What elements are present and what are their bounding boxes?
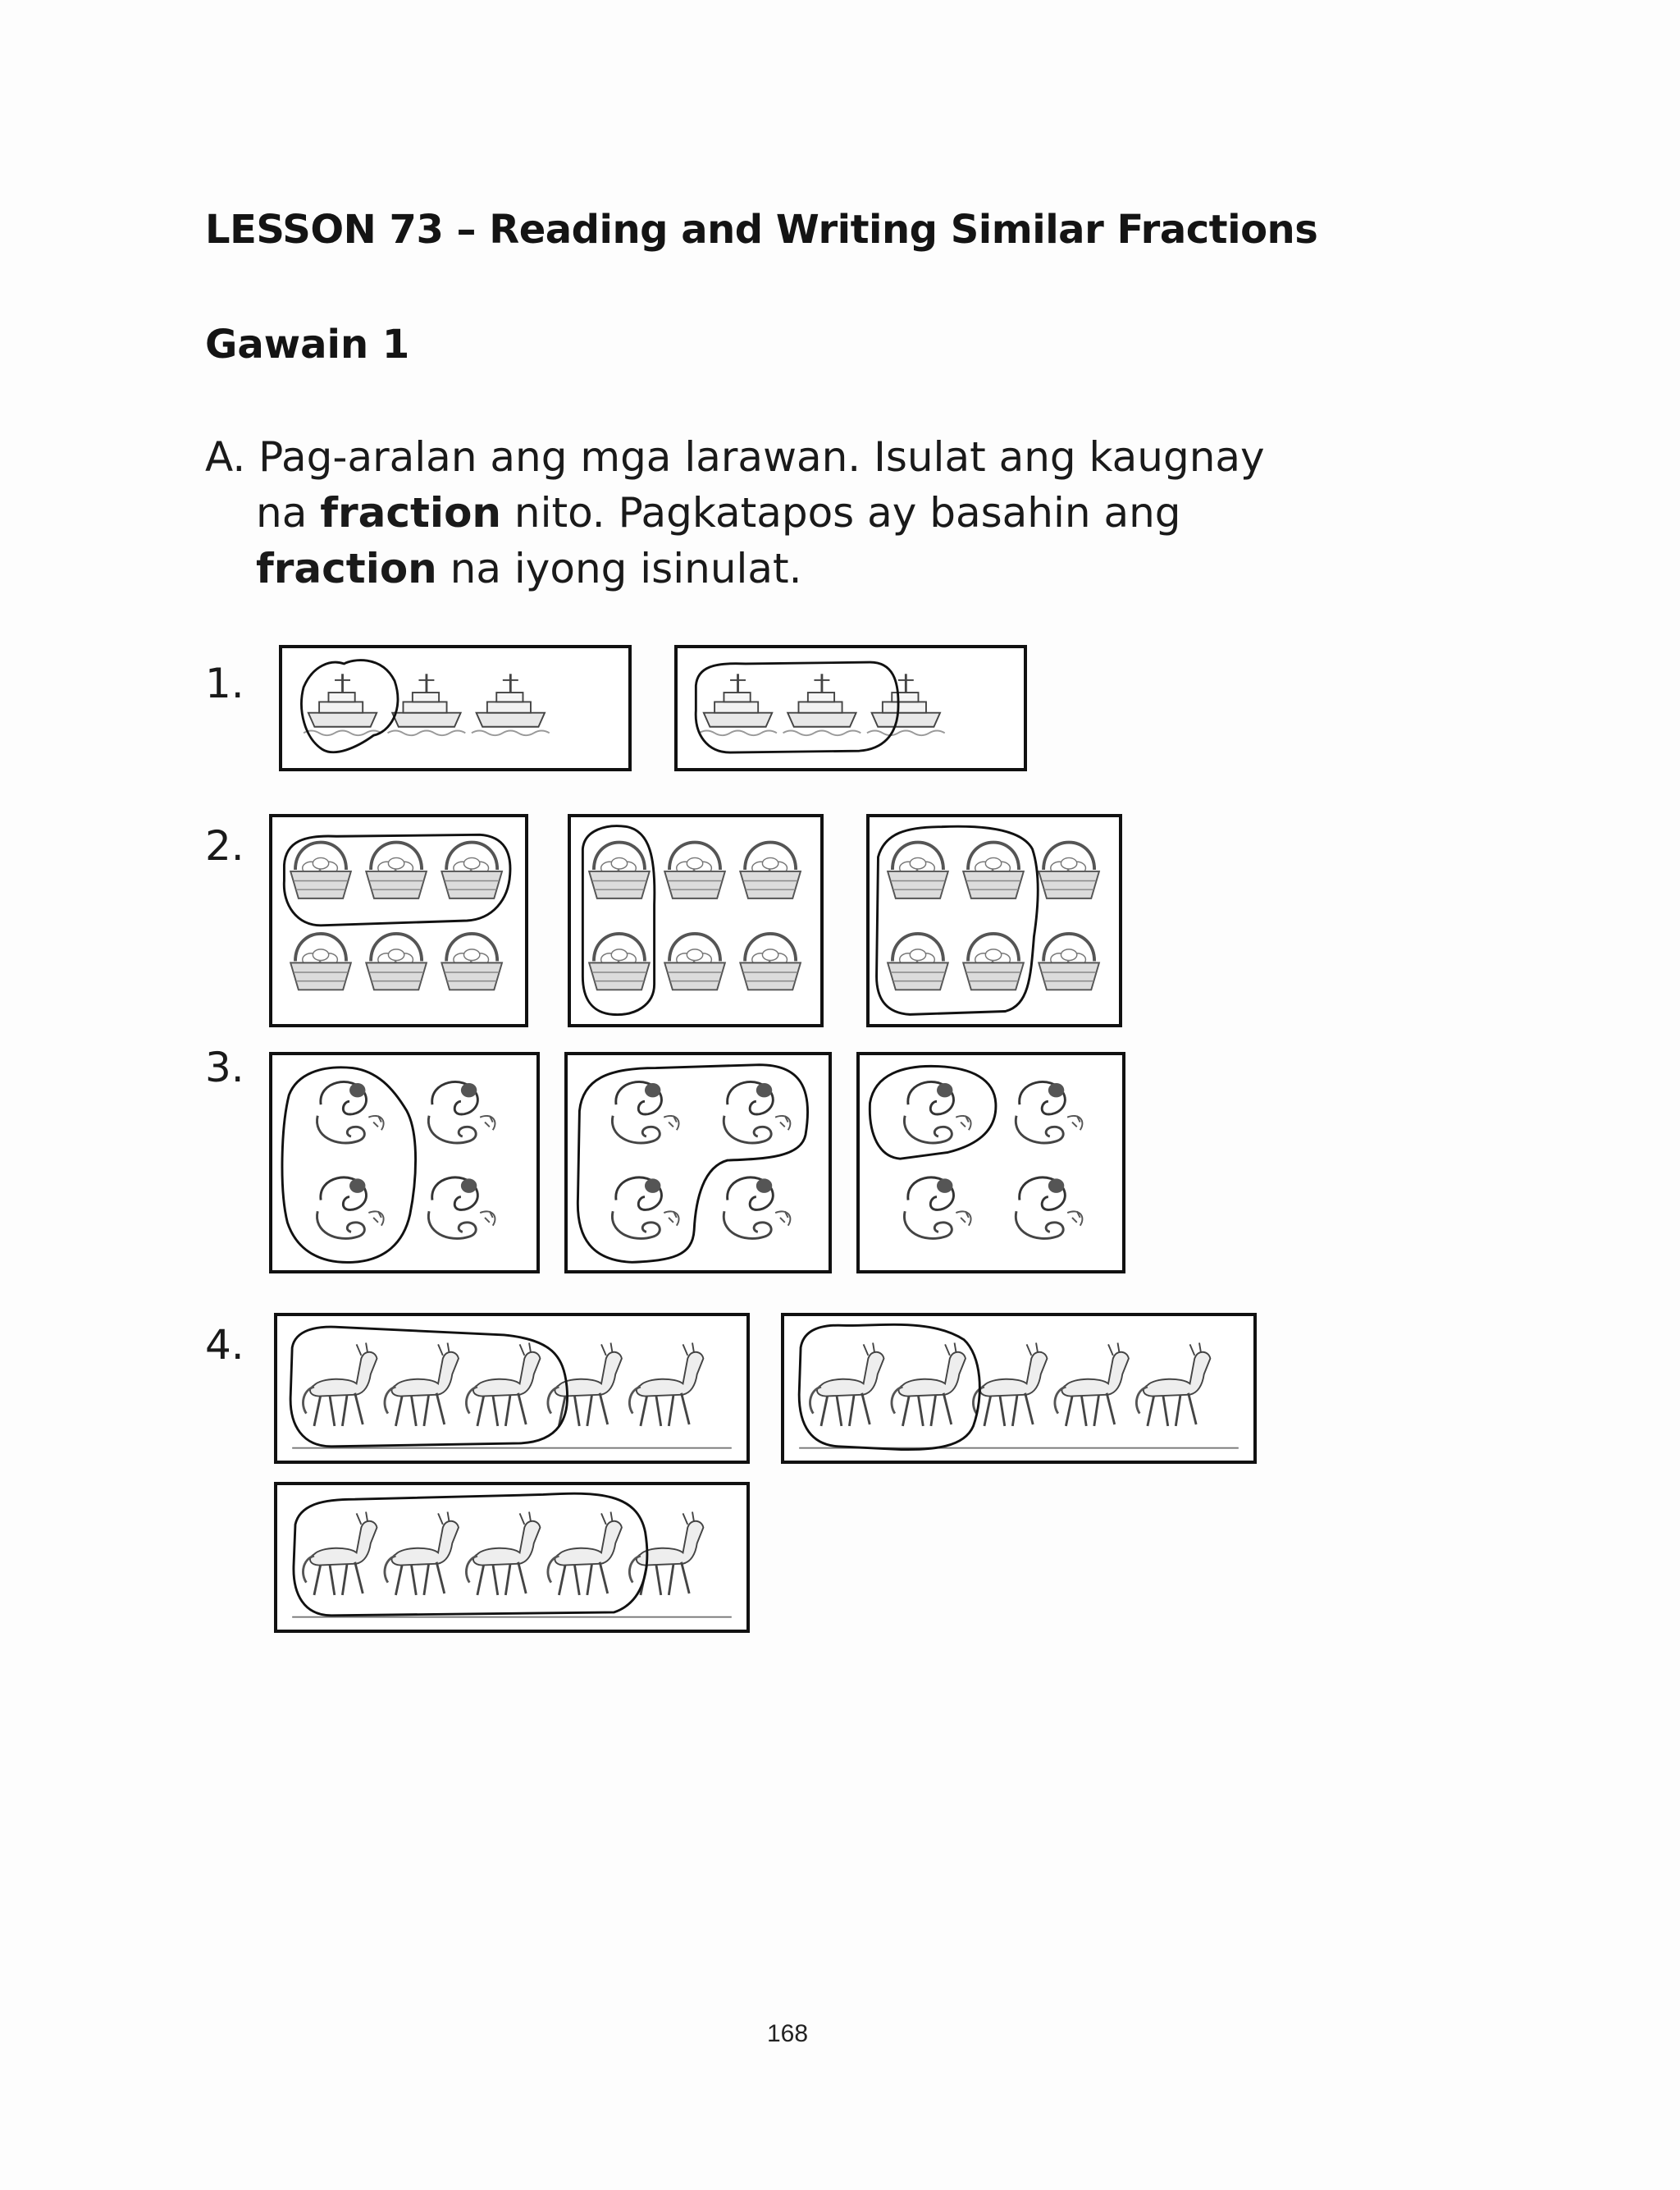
basket-icon bbox=[963, 843, 1024, 898]
horse-icon bbox=[548, 1343, 622, 1426]
horse-picture bbox=[277, 1316, 746, 1461]
fraction-keyword: fraction bbox=[320, 489, 502, 537]
item-number-1: 1. bbox=[205, 660, 244, 707]
basket-icon bbox=[366, 934, 427, 990]
ship-icon bbox=[699, 674, 777, 735]
activity-title: Gawain 1 bbox=[205, 322, 410, 368]
basket-picture bbox=[571, 817, 820, 1024]
horse-icon bbox=[1055, 1343, 1129, 1426]
basket-set-2 bbox=[568, 814, 824, 1027]
ship-icon bbox=[472, 674, 550, 735]
basket-set-1 bbox=[269, 814, 528, 1027]
bean-set-1 bbox=[269, 1052, 540, 1273]
bean-icon bbox=[428, 1081, 495, 1142]
bean-icon bbox=[1016, 1177, 1082, 1238]
instruction-line-3: fraction na iyong isinulat. bbox=[256, 545, 802, 592]
basket-icon bbox=[1039, 843, 1099, 898]
bean-picture bbox=[860, 1055, 1122, 1270]
horse-icon bbox=[629, 1343, 703, 1426]
instruction-letter: A. bbox=[205, 433, 246, 481]
basket-icon bbox=[290, 843, 351, 898]
basket-icon bbox=[290, 934, 351, 990]
basket-icon bbox=[1039, 934, 1099, 990]
horse-icon bbox=[892, 1343, 966, 1426]
basket-picture bbox=[272, 817, 525, 1024]
instruction-line-1 bbox=[205, 433, 1265, 481]
horse-icon bbox=[1136, 1343, 1210, 1426]
bean-icon bbox=[724, 1177, 790, 1238]
bean-icon bbox=[904, 1081, 970, 1142]
ship-set-1 bbox=[279, 645, 632, 771]
item-number-2: 2. bbox=[205, 822, 244, 870]
loop-circle bbox=[282, 1068, 416, 1263]
horse-set-1 bbox=[274, 1313, 750, 1464]
bean-picture bbox=[272, 1055, 536, 1270]
instruction-line-2: na fraction nito. Pagkatapos ay basahin ang bbox=[256, 489, 1181, 537]
ship-icon bbox=[388, 674, 466, 735]
basket-icon bbox=[740, 934, 801, 990]
horse-icon bbox=[810, 1343, 883, 1426]
basket-icon bbox=[888, 843, 948, 898]
bean-set-2 bbox=[564, 1052, 832, 1273]
basket-icon bbox=[963, 934, 1024, 990]
ship-picture bbox=[282, 648, 628, 768]
basket-icon bbox=[589, 843, 650, 898]
instruction-text-1: Pag-aralan ang mga larawan. Isulat ang kaugnay bbox=[258, 433, 1265, 481]
horse-icon bbox=[466, 1512, 540, 1595]
horse-icon bbox=[385, 1512, 459, 1595]
horse-picture bbox=[784, 1316, 1253, 1461]
bean-icon bbox=[612, 1081, 678, 1142]
horse-picture bbox=[277, 1485, 746, 1630]
page-number: 168 bbox=[766, 2020, 809, 2047]
horse-icon bbox=[303, 1512, 377, 1595]
horse-icon bbox=[466, 1343, 540, 1426]
bean-icon bbox=[317, 1081, 383, 1142]
bean-icon bbox=[1016, 1081, 1082, 1142]
ship-icon bbox=[783, 674, 861, 735]
ship-picture bbox=[678, 648, 1024, 768]
horse-icon bbox=[385, 1343, 459, 1426]
horse-icon bbox=[629, 1512, 703, 1595]
lesson-title: LESSON 73 – Reading and Writing Similar Fractions bbox=[205, 207, 1318, 253]
basket-icon bbox=[441, 843, 502, 898]
basket-icon bbox=[664, 934, 725, 990]
bean-icon bbox=[724, 1081, 790, 1142]
horse-set-3 bbox=[274, 1482, 750, 1633]
basket-icon bbox=[664, 843, 725, 898]
fraction-keyword: fraction bbox=[256, 545, 437, 592]
basket-icon bbox=[740, 843, 801, 898]
basket-icon bbox=[888, 934, 948, 990]
ship-set-2 bbox=[674, 645, 1027, 771]
horse-icon bbox=[548, 1512, 622, 1595]
item-number-3: 3. bbox=[205, 1044, 244, 1091]
basket-icon bbox=[589, 934, 650, 990]
item-number-4: 4. bbox=[205, 1321, 244, 1369]
bean-icon bbox=[428, 1177, 495, 1238]
basket-picture bbox=[870, 817, 1119, 1024]
horse-icon bbox=[303, 1343, 377, 1426]
ship-icon bbox=[867, 674, 945, 735]
basket-icon bbox=[366, 843, 427, 898]
bean-picture bbox=[568, 1055, 829, 1270]
horse-set-2 bbox=[781, 1313, 1257, 1464]
basket-set-3 bbox=[866, 814, 1122, 1027]
bean-icon bbox=[904, 1177, 970, 1238]
basket-icon bbox=[441, 934, 502, 990]
bean-set-3 bbox=[856, 1052, 1125, 1273]
bean-icon bbox=[612, 1177, 678, 1238]
horse-icon bbox=[973, 1343, 1047, 1426]
ship-icon bbox=[304, 674, 381, 735]
bean-icon bbox=[317, 1177, 383, 1238]
